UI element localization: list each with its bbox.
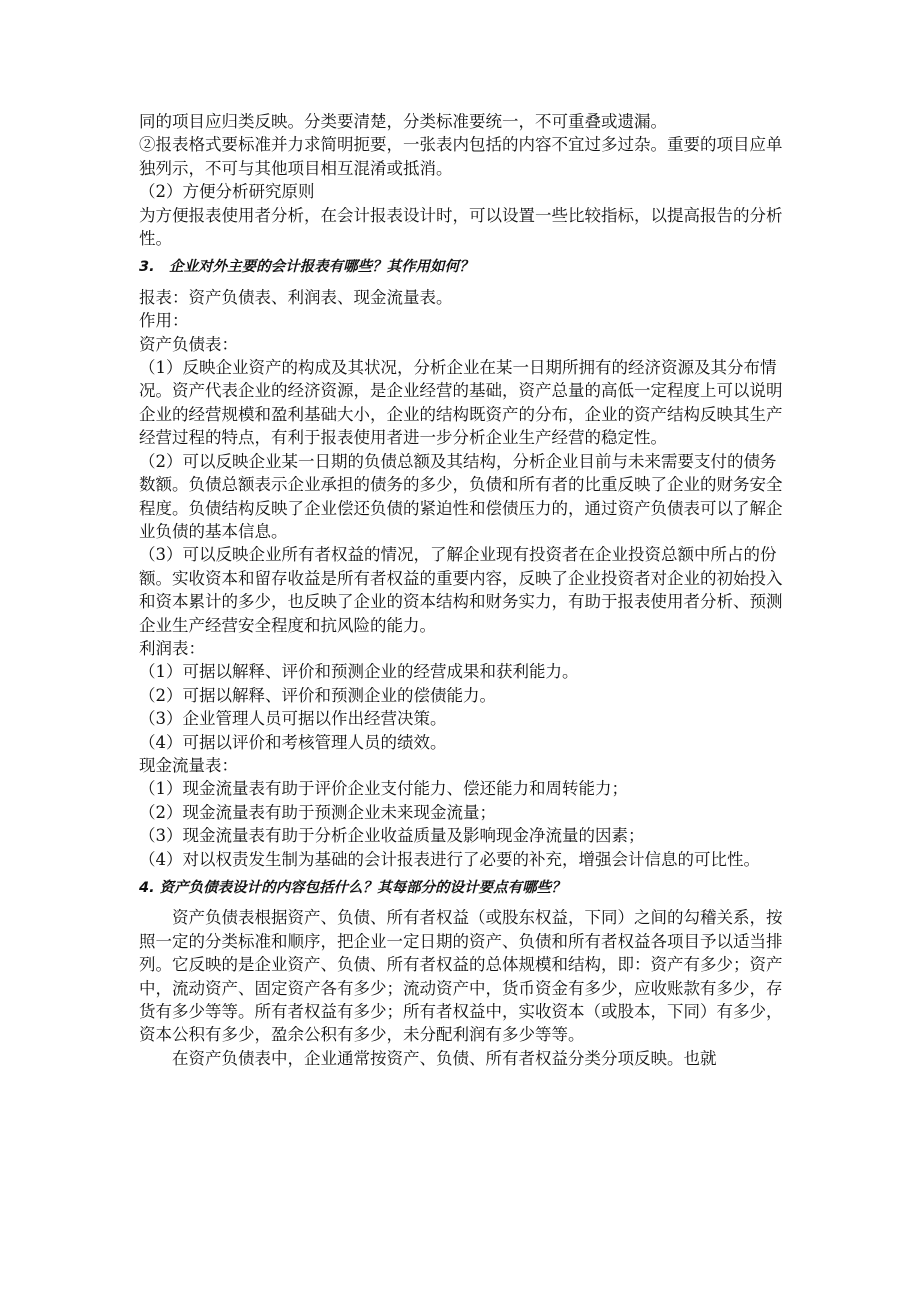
paragraph: （2）方便分析研究原则: [139, 182, 315, 202]
section-heading: 3. 企业对外主要的会计报表有哪些？其作用如何？: [139, 259, 474, 276]
paragraph: （3）企业管理人员可据以作出经营决策。: [139, 709, 447, 729]
paragraph: 报表：资产负债表、利润表、现金流量表。: [139, 287, 453, 307]
paragraph: （1）现金流量表有助于评价企业支付能力、偿还能力和周转能力；: [139, 779, 628, 799]
paragraph: （2）可以反映企业某一日期的负债总额及其结构，分析企业目前与未来需要支付的债务数额。负债总额表示企业承担的债务的多少，负债和所有者的比重反映了企业的财务安全程度。负债结构反映了企业偿还负债的紧迫性和偿债压力的，通过资产负债表可以了解企业负债的基本信息。: [139, 451, 783, 541]
paragraph: （4）对以权责发生制为基础的会计报表进行了必要的补充，增强会计信息的可比性。: [139, 849, 760, 869]
paragraph: 资产负债表根据资产、负债、所有者权益（或股东权益，下同）之间的勾稽关系，按照一定的分类标准和顺序，把企业一定日期的资产、负债和所有者权益各项目予以适当排列。它反映的是企业资产、负债、所有者权益的总体规模和结构，即：资产有多少；资产中，流动资产、固定资产各有多少；流动资产中，货币资金有多少，应收账款有多少，存货有多少等等。所有者权益有多少；所有者权益中，实收资本（或股本，下同）有多少，资本公积有多少，盈余公积有多少，未分配利润有多少等等。: [139, 908, 783, 1045]
section-heading: 4. 资产负债表设计的内容包括什么？其每部分的设计要点有哪些？: [139, 880, 566, 896]
paragraph: 作用：: [139, 311, 189, 331]
paragraph: （2）现金流量表有助于预测企业未来现金流量；: [139, 802, 496, 822]
paragraph: 在资产负债表中，企业通常按资产、负债、所有者权益分类分项反映。也就: [172, 1048, 717, 1068]
paragraph: 为方便报表使用者分析，在会计报表设计时，可以设置一些比较指标，以提高报告的分析性。: [139, 205, 783, 249]
paragraph: 同的项目应归类反映。分类要清楚，分类标准要统一，不可重叠或遗漏。: [139, 112, 667, 131]
paragraph: 现金流量表：: [139, 755, 238, 775]
paragraph: （3）可以反映企业所有者权益的情况，了解企业现有投资者在企业投资总额中所占的份额。实收资本和留存收益是所有者权益的重要内容，反映了企业投资者对企业的初始投入和资本累计的多少，也反映了企业的资本结构和财务实力，有助于报表使用者分析、预测企业生产经营安全程度和抗风险的能力。: [139, 545, 783, 635]
paragraph: （1）反映企业资产的构成及其状况，分析企业在某一日期所拥有的经济资源及其分布情况。资产代表企业的经济资源，是企业经营的基础，资产总量的高低一定程度上可以说明企业的经营规模和盈利基础大小，企业的结构既资产的分布，企业的资产结构反映其生产经营过程的特点，有利于报表使用者进一步分析企业生产经营的稳定性。: [139, 358, 783, 448]
paragraph: ②报表格式要标准并力求简明扼要，一张表内包括的内容不宜过多过杂。重要的项目应单独列示，不可与其他项目相互混淆或抵消。: [139, 135, 783, 178]
paragraph: （3）现金流量表有助于分析企业收益质量及影响现金净流量的因素；: [139, 826, 645, 846]
document-page: [139, 110, 783, 1070]
paragraph: 利润表：: [139, 638, 205, 658]
paragraph: （2）可据以解释、评价和预测企业的偿债能力。: [139, 685, 496, 705]
paragraph: （1）可据以解释、评价和预测企业的经营成果和获利能力。: [139, 662, 579, 682]
paragraph: 资产负债表：: [139, 334, 238, 354]
paragraph: （4）可据以评价和考核管理人员的绩效。: [139, 732, 447, 752]
